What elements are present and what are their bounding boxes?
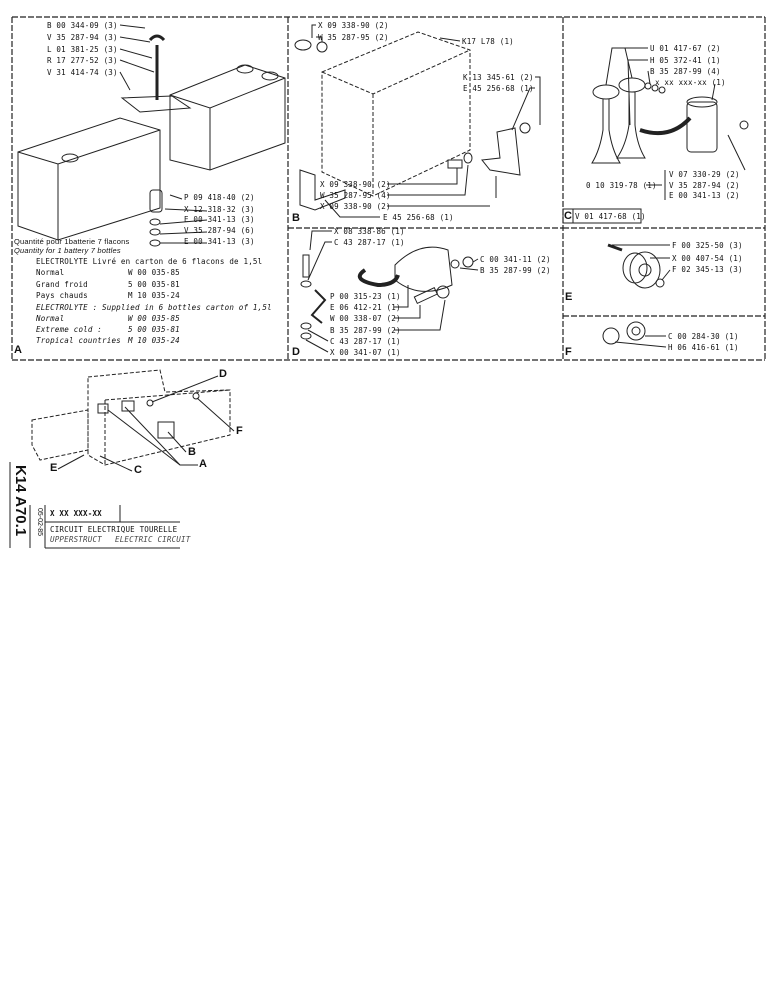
part-label: W 35 287-95 (4) (320, 191, 391, 200)
electrolyte-type: Pays chauds (36, 291, 88, 300)
part-label: E 00 341-13 (3) (184, 237, 255, 246)
electrolyte-type: Grand froid (36, 280, 88, 289)
part-label: 0 10 319-78 (1) (586, 181, 657, 190)
electrolyte-ref: 5 00 035-81 (128, 325, 180, 334)
part-label: C 43 287-17 (1) (330, 337, 401, 346)
part-label: E 45 256-68 (1) (463, 84, 534, 93)
electrolyte-ref: M 10 035-24 (128, 336, 180, 345)
callout-e: E (50, 462, 58, 474)
part-label: C 00 284-30 (1) (668, 332, 739, 341)
part-label: V 35 287-94 (2) (669, 181, 740, 190)
part-label: P 00 315-23 (1) (330, 292, 401, 301)
electrolyte-type: Tropical countries (36, 336, 121, 345)
title-en-1: UPPERSTRUCT (50, 535, 102, 544)
electrolyte-ref: 5 00 035-81 (128, 280, 180, 289)
overview-leaders (58, 376, 234, 471)
part-label: H 05 372-41 (1) (650, 56, 721, 65)
part-label: L 01 381-25 (3) (47, 45, 118, 54)
callout-b: B (188, 446, 196, 458)
electrolyte-en-heading: ELECTROLYTE : Supplied in 6 bottles carton of 1,5l (36, 303, 272, 312)
part-label: B 35 287-99 (4) (650, 67, 721, 76)
drawing-code: X XX XXX-XX (50, 509, 102, 518)
part-label: K 13 345-61 (2) (463, 73, 534, 82)
electrolyte-ref: M 10 035-24 (128, 291, 180, 300)
part-label: W 00 338-07 (2) (330, 314, 401, 323)
part-label: X 09 338-90 (2) (320, 202, 391, 211)
part-label: F 02 345-13 (3) (672, 265, 743, 274)
electrolyte-type: Normal (36, 268, 65, 277)
panel-letter: A (14, 344, 22, 356)
part-label: X 09 338-90 (2) (320, 180, 391, 189)
part-label: F 00 325-50 (3) (672, 241, 743, 250)
part-label: H 06 416-61 (1) (668, 343, 739, 352)
motor-sketch (603, 245, 670, 347)
vehicle-overview (32, 370, 230, 465)
part-label: V 35 287-94 (3) (47, 33, 118, 42)
part-label: X 12 318-32 (3) (184, 205, 255, 214)
panel-letter: F (565, 346, 572, 358)
electrolyte-type: Extreme cold : (36, 325, 103, 334)
electrolyte-ref: W 00 035-85 (128, 268, 180, 277)
part-label: C 43 287-17 (1) (334, 238, 405, 247)
title-fr: CIRCUIT ELECTRIQUE TOURELLE (50, 525, 178, 534)
part-label: E 45 256-68 (1) (383, 213, 454, 222)
part-label: E 00 341-13 (2) (669, 191, 740, 200)
part-label: K17 L78 (1) (462, 37, 514, 46)
date: 05-02-85 (36, 508, 43, 537)
callout-f: F (236, 425, 243, 437)
part-label: V 07 330-29 (2) (669, 170, 740, 179)
part-label: U 01 417-67 (2) (650, 44, 721, 53)
part-label: W 35 287-95 (2) (318, 33, 389, 42)
part-label: P 09 418-40 (2) (184, 193, 255, 202)
electrolyte-type: Normal (36, 314, 65, 323)
part-label: E 00 341-13 (3) (184, 215, 255, 224)
part-label: X 08 338-86 (1) (334, 227, 405, 236)
electrolyte-fr-heading: ELECTROLYTE Livré en carton de 6 flacons de 1,5l (36, 257, 263, 266)
callout-c: C (134, 464, 142, 476)
title-en-2: ELECTRIC CIRCUIT (115, 535, 191, 544)
part-label: V 35 287-94 (6) (184, 226, 255, 235)
panel-letter: D (292, 346, 300, 358)
callout-a: A (199, 458, 207, 470)
panel-letter: E (565, 291, 573, 303)
assembly-ref: V 01 417-68 (1) (575, 212, 646, 221)
part-label: R 17 277-52 (3) (47, 56, 118, 65)
part-label: X 00 341-07 (1) (330, 348, 401, 357)
part-label: B 35 287-99 (2) (330, 326, 401, 335)
part-label: x xx xxx-xx (1) (655, 78, 726, 87)
quantity-en: Quantity for 1 battery 7 bottles (14, 246, 121, 255)
part-label: B 00 344-09 (3) (47, 21, 118, 30)
quantity-fr: Quantité pour 1batterie 7 flacons (14, 237, 130, 246)
part-label: C 00 341-11 (2) (480, 255, 551, 264)
part-label: B 35 287-99 (2) (480, 266, 551, 275)
part-label: V 31 414-74 (3) (47, 68, 118, 77)
part-label: X 00 407-54 (1) (672, 254, 743, 263)
part-label: X 09 338-90 (2) (318, 21, 389, 30)
panel-letter: B (292, 212, 300, 224)
electrolyte-ref: W 00 035-85 (128, 314, 180, 323)
sheet-number: K14 A70.1 (12, 465, 29, 537)
panel-letter: C (564, 210, 572, 222)
callout-d: D (219, 368, 227, 380)
box-sketch (322, 32, 470, 196)
part-label: E 06 412-21 (1) (330, 303, 401, 312)
